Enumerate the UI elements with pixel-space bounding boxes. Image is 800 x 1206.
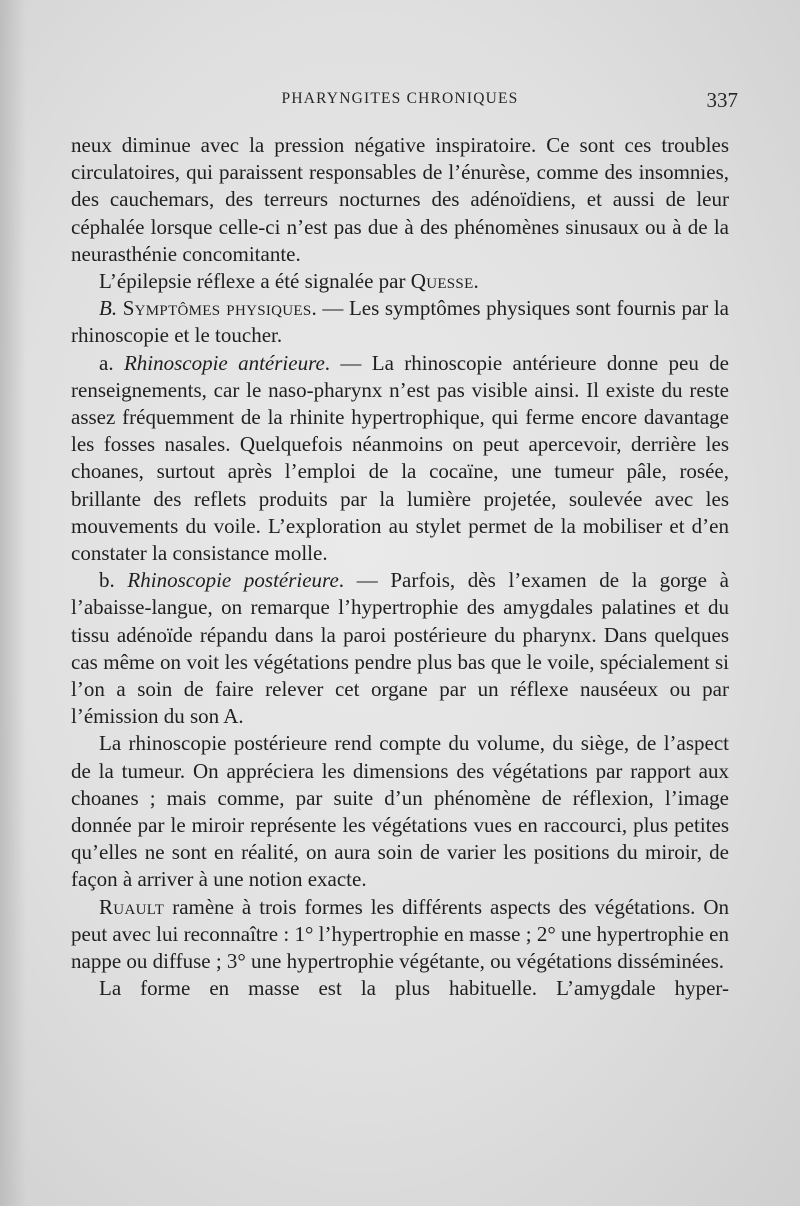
subsection-heading-anterior: Rhinoscopie antérieure	[123, 350, 325, 375]
paragraph-posterior-rhinoscopy	[71, 567, 729, 730]
paragraph-tumor-assessment: La rhinoscopie postérieure rend compte du volume, du siège, de l’aspect de la tumeur. On appréciera les dimensions des végétations par rapport aux choanes ; mais comme, par suite d’un phénomène de réflexion, l’image donnée par le miroir représente les végétations vues en raccourci, plus petites qu’elles ne sont en réalité, on aura soin de varier les positions du miroir, de façon à arriver à une notion exacte.	[71, 731, 729, 892]
section-heading-physical-symptoms: Symptômes physiques	[122, 296, 312, 321]
posterior-rhinoscopy-text: . — Parfois, dès l’examen de la gorge à l’abaisse-langue, on remarque l’hypertrophie des amygdales palatines et du tissu adénoïde répandu dans la paroi postérieure du pharynx. Dans quelques cas même on voit les végétations pendre plus bas que le voile, spécialement si l’on a soin de faire relever cet organe par un réflexe nauséeux ou par l’émission du son A.	[71, 568, 729, 729]
subsection-label-a: a.	[99, 350, 114, 375]
epilepsy-text: L’épilepsie réflexe a été signalée par	[99, 269, 411, 294]
section-label-b: B.	[99, 296, 118, 321]
paragraph-epilepsy	[71, 268, 729, 295]
paragraph-mass-form: La forme en masse est la plus habituelle. L’amygdale hyper-	[99, 976, 729, 1001]
paragraph-enuresis: neux diminue avec la pression négative inspiratoire. Ce sont ces troubles circulatoires, qui paraissent responsables de l’énurèse, comme des insomnies, des cauchemars, des terreurs nocturnes des adénoïdiens, et aussi de leur céphalée lorsque celle-ci n’est pas due à des phénomènes sinusaux ou à de la neurasthénie concomitante.	[71, 133, 729, 266]
body-text	[71, 132, 729, 1003]
page-shadow	[0, 0, 26, 1206]
paragraph-anterior-rhinoscopy	[71, 350, 729, 568]
running-title: PHARYNGITES CHRONIQUES	[281, 90, 519, 107]
anterior-rhinoscopy-text: . — La rhinoscopie antérieure donne peu de renseignements, car le naso-pharynx n’est pas visible ainsi. Il existe du reste assez fréquemment de la rhinite hypertrophique, qui ferme encore davantage les fosses nasales. Quelquefois néanmoins on peut apercevoir, derrière les choanes, surtout après l’emploi de la cocaïne, une tumeur pâle, rosée, brillante des reflets produits par la lumière projetée, soulevée avec les mouvements du voile. L’exploration au stylet permet de la mobiliser et d’en constater la consistance molle.	[71, 350, 730, 566]
page-header	[60, 88, 740, 112]
epilepsy-end: .	[473, 269, 479, 294]
paragraph-physical-symptoms	[71, 295, 729, 349]
subsection-label-b: b.	[99, 568, 115, 593]
page-number: 337	[706, 88, 738, 112]
subsection-heading-posterior: Rhinoscopie postérieure	[127, 568, 339, 593]
author-quesse: Quesse	[410, 269, 474, 294]
ruault-forms-text: ramène à trois formes les différents aspects des végétations. On peut avec lui reconnaître : 1° l’hypertrophie en masse ; 2° une hypertrophie en nappe ou diffuse ; 3° une hypertrophie végétante, ou végétations disséminées.	[71, 894, 729, 974]
physical-symptoms-text: . — Les symptômes physiques sont fournis par la rhinoscopie et le toucher.	[71, 296, 730, 348]
paragraph-ruault-forms	[71, 894, 729, 976]
author-ruault: Ruault	[99, 894, 165, 919]
